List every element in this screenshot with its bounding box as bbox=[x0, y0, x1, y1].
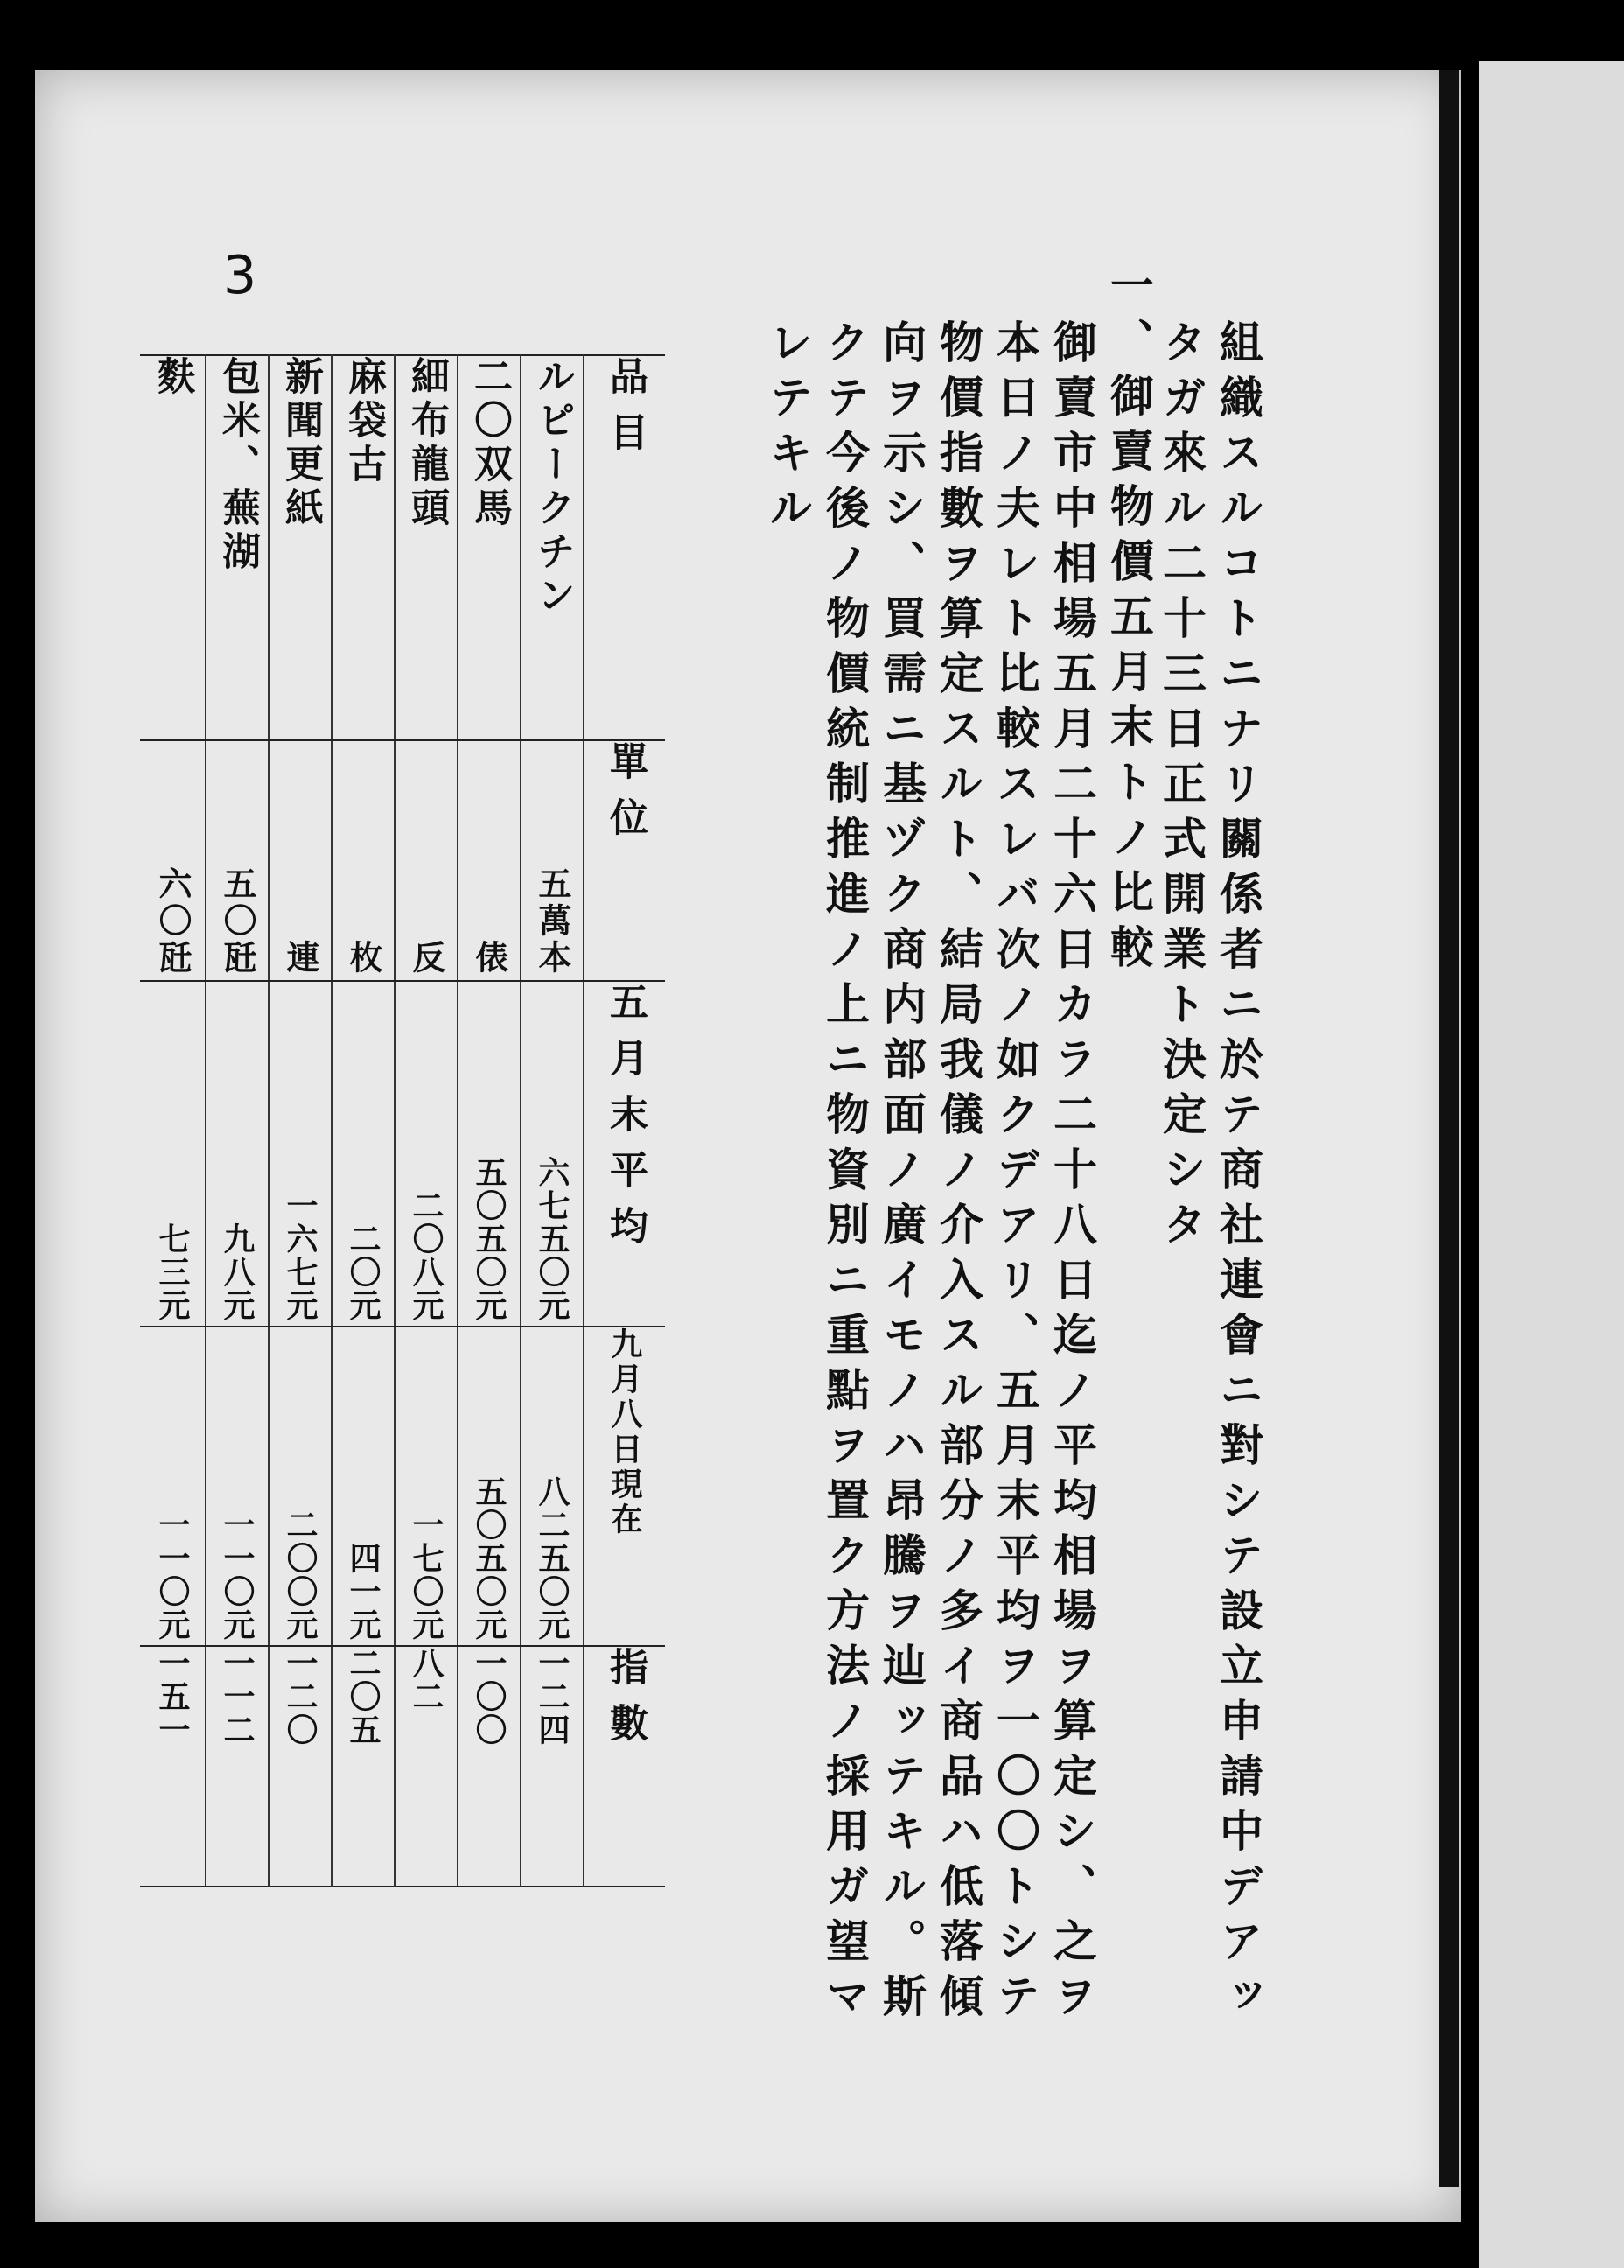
body-line-5: 本日ノ夫レト比較スレバ次ノ如クデアリ、五月末平均ヲ一〇〇トシテ bbox=[990, 319, 1041, 2028]
header-current: 九月八日現在 bbox=[584, 1326, 665, 1646]
header-may-avg: 五月末平均 bbox=[584, 981, 665, 1326]
body-line-8: クテ今後ノ物價統制推進ノ上ニ物資別ニ重點ヲ置ク方法ノ採用ガ望マ bbox=[819, 319, 871, 2028]
current-cell-4: 四一元 bbox=[332, 1326, 395, 1646]
unit-cell-4: 枚 bbox=[332, 740, 395, 981]
unit-cell-2: 俵 bbox=[458, 740, 521, 981]
header-item: 品目 bbox=[584, 355, 665, 740]
header-index: 指數 bbox=[584, 1646, 665, 1886]
page-edge-shadow bbox=[1439, 70, 1459, 2188]
current-cell-1: 八二五〇元 bbox=[521, 1326, 584, 1646]
item-cell-3: 細布龍頭 bbox=[395, 355, 458, 740]
body-line-7: 向ヲ示シ、買需ニ基ヅク商内部面ノ廣イモノハ昂騰ヲ辿ッテキル。斯 bbox=[876, 319, 928, 2028]
body-line-9: レテキル bbox=[762, 319, 814, 540]
unit-cell-1: 五萬本 bbox=[521, 740, 584, 981]
index-cell-2: 一〇〇 bbox=[458, 1646, 521, 1886]
current-cell-2: 五〇五〇元 bbox=[458, 1326, 521, 1646]
body-line-1: 組織スルコトニナリ關係者ニ於テ商社連會ニ對シテ設立申請中デアッ bbox=[1213, 319, 1264, 2028]
may-cell-3: 二〇八元 bbox=[395, 981, 458, 1326]
unit-cell-7: 六〇瓩 bbox=[140, 740, 206, 981]
index-cell-4: 二〇五 bbox=[332, 1646, 395, 1886]
index-cell-5: 一二〇 bbox=[269, 1646, 332, 1886]
current-cell-3: 一七〇元 bbox=[395, 1326, 458, 1646]
header-unit: 單位 bbox=[584, 740, 665, 981]
index-cell-1: 一二四 bbox=[521, 1646, 584, 1886]
current-cell-5: 二〇〇元 bbox=[269, 1326, 332, 1646]
index-cell-3: 八二 bbox=[395, 1646, 458, 1886]
may-cell-1: 六七五〇元 bbox=[521, 981, 584, 1326]
page-number: 3 bbox=[223, 245, 257, 306]
index-cell-7: 一五一 bbox=[154, 1647, 191, 1746]
section-heading: 一、御賣物價五月末トノ比較 bbox=[1103, 262, 1155, 979]
current-cell-7: 一一〇元 bbox=[140, 1326, 206, 1646]
item-cell-4: 麻袋古 bbox=[332, 355, 395, 740]
item-cell-6: 包米、蕪湖 bbox=[206, 355, 269, 740]
unit-cell-5: 連 bbox=[269, 740, 332, 981]
body-line-4: 御賣市中相場五月二十六日カラ二十八日迄ノ平均相場ヲ算定シ、之ヲ bbox=[1046, 319, 1098, 2028]
may-cell-2: 五〇五〇元 bbox=[458, 981, 521, 1326]
unit-cell-6: 五〇瓩 bbox=[206, 740, 269, 981]
item-cell-7: 麩 bbox=[140, 355, 206, 740]
may-cell-4: 二〇元 bbox=[332, 981, 395, 1326]
may-cell-5: 一六七元 bbox=[269, 981, 332, 1326]
item-cell-1: ルピークチン bbox=[521, 355, 584, 740]
body-line-6: 物價指數ヲ算定スルト、結局我儀ノ介入スル部分ノ多イ商品ハ低落傾 bbox=[933, 319, 984, 2028]
may-cell-6: 九八元 bbox=[206, 981, 269, 1326]
unit-cell-3: 反 bbox=[395, 740, 458, 981]
body-line-2: タガ來ル二十三日正式開業ト決定シタ bbox=[1156, 319, 1208, 1256]
current-cell-6: 一一〇元 bbox=[206, 1326, 269, 1646]
item-cell-5: 新聞更紙 bbox=[269, 355, 332, 740]
price-index-table bbox=[140, 354, 665, 1887]
adjacent-page-strip bbox=[1479, 61, 1624, 2268]
item-cell-2: 二〇双馬 bbox=[458, 355, 521, 740]
index-cell-6: 一一二 bbox=[206, 1646, 269, 1886]
may-cell-7: 七三元 bbox=[140, 981, 206, 1326]
